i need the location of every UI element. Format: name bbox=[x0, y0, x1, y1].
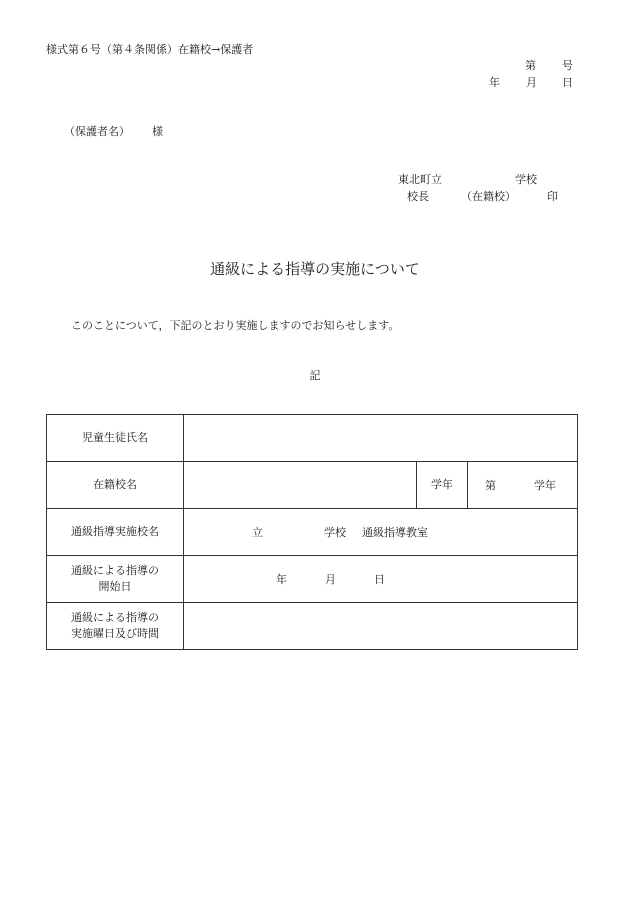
date-month-label: 月 bbox=[526, 76, 537, 89]
schedule-label-line2: 実施曜日及び時間 bbox=[71, 627, 159, 640]
sender-town: 東北町立 bbox=[398, 173, 442, 186]
recipient-name: （保護者名） bbox=[64, 125, 130, 138]
enrolled-school-field[interactable] bbox=[184, 462, 417, 509]
sender-principal: 校長 bbox=[407, 190, 429, 203]
table-row bbox=[47, 509, 578, 556]
gakko-label: 学校 bbox=[324, 526, 346, 539]
schedule-field[interactable] bbox=[184, 603, 578, 650]
recipient-honorific: 様 bbox=[152, 125, 163, 138]
ritsu-label: 立 bbox=[252, 526, 263, 539]
ki-heading: 記 bbox=[309, 369, 321, 382]
table-row bbox=[47, 556, 578, 603]
table-row bbox=[47, 603, 578, 650]
student-name-field[interactable] bbox=[184, 415, 578, 462]
document-number-dai: 第 bbox=[525, 59, 536, 72]
guidance-school-field[interactable] bbox=[184, 509, 578, 556]
start-month-label: 月 bbox=[325, 573, 336, 586]
guidance-info-table bbox=[46, 414, 578, 650]
grade-suffix: 学年 bbox=[534, 479, 556, 492]
grade-label: 学年 bbox=[417, 462, 468, 509]
start-year-label: 年 bbox=[276, 573, 287, 586]
sender-enrolled-school: （在籍校） bbox=[461, 190, 516, 203]
classroom-label: 通級指導教室 bbox=[362, 526, 428, 539]
student-name-label: 児童生徒氏名 bbox=[47, 415, 184, 462]
document-title: 通級による指導の実施について bbox=[210, 260, 420, 278]
seal-mark: 印 bbox=[547, 190, 558, 203]
start-date-label bbox=[47, 556, 184, 603]
document-number-go: 号 bbox=[562, 59, 573, 72]
start-date-label-line2: 開始日 bbox=[98, 580, 132, 593]
schedule-label bbox=[47, 603, 184, 650]
start-date-field[interactable] bbox=[184, 556, 578, 603]
table-row bbox=[47, 415, 578, 462]
enrolled-school-label: 在籍校名 bbox=[47, 462, 184, 509]
start-day-label: 日 bbox=[374, 573, 385, 586]
grade-field[interactable] bbox=[468, 462, 578, 509]
form-number-label: 様式第６号（第４条関係）在籍校→保護者 bbox=[46, 43, 254, 56]
sender-school: 学校 bbox=[515, 173, 537, 186]
start-date-label-line1: 通級による指導の bbox=[71, 563, 159, 577]
guidance-school-label: 通級指導実施校名 bbox=[47, 509, 184, 556]
date-year-label: 年 bbox=[489, 76, 500, 89]
schedule-label-line1: 通級による指導の bbox=[71, 610, 159, 624]
date-day-label: 日 bbox=[562, 76, 573, 89]
body-text: このことについて，下記のとおり実施しますのでお知らせします。 bbox=[71, 319, 400, 332]
grade-dai: 第 bbox=[485, 479, 496, 492]
table-row bbox=[47, 462, 578, 509]
